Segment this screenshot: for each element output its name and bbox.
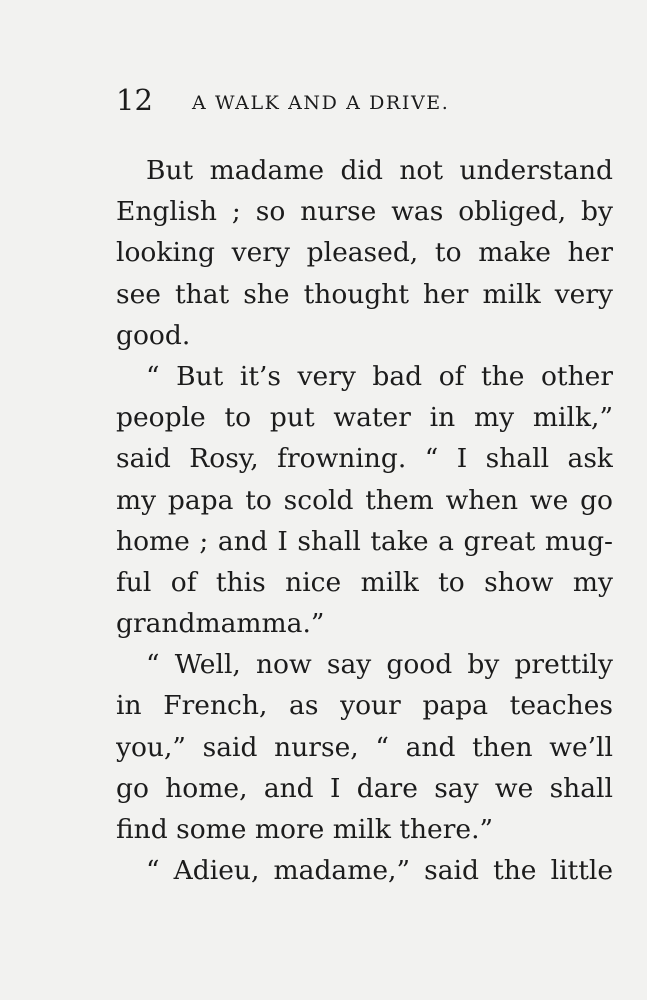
running-title: A WALK AND A DRIVE. [192,92,450,114]
text-line: find some more milk there.” [116,814,494,845]
text-line: home ; and I shall take a great mug- [116,525,613,557]
body-text [116,150,613,891]
text-line: ful of this nice milk to show my [116,566,613,598]
text-line: “ Well, now say good by prettily [146,649,613,681]
text-line: English ; so nurse was obliged, by [116,196,613,228]
text-line: my papa to scold them when we go [116,484,613,516]
text-line: in French, as your papa teaches [116,690,613,722]
text-line: go home, and I dare say we shall [116,772,613,804]
text-line: see that she thought her milk very [116,278,613,310]
text-line: But madame did not understand [146,155,613,186]
text-line: good. [116,319,191,351]
page-header [116,80,616,120]
text-line: grandmamma.” [116,608,325,640]
text-line: people to put water in my milk,” [116,402,613,434]
text-line: you,” said nurse, “ and then we’ll [116,731,613,763]
page-number: 12 [116,83,153,117]
text-line: “ Adieu, madame,” said the little [146,855,613,887]
text-line: looking very pleased, to make her [116,237,613,269]
text-line: “ But it’s very bad of the other [146,360,613,392]
text-line: said Rosy, frowning. “ I shall ask [116,443,613,475]
